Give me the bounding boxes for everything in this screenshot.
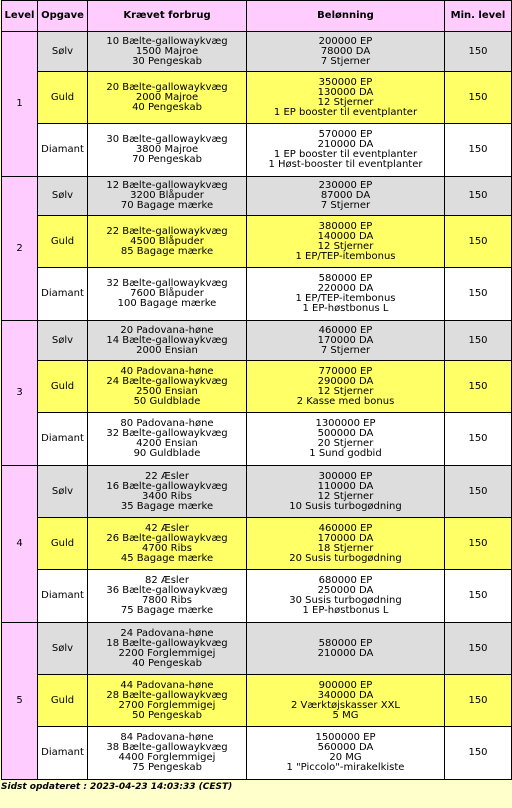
required-item: 38 Bælte-gallowaykvæg bbox=[106, 742, 228, 753]
required-item: 2000 Majroe bbox=[135, 91, 199, 103]
reward-cell bbox=[247, 321, 445, 361]
task-type-cell: Sølv bbox=[38, 321, 88, 361]
required-item: 30 Bælte-gallowaykvæg bbox=[106, 134, 228, 145]
reward-item: 230000 EP bbox=[318, 180, 373, 191]
reward-cell bbox=[247, 177, 445, 216]
task-type-cell: Guld bbox=[38, 216, 88, 268]
min-level-cell: 150 bbox=[445, 518, 512, 570]
required-item: 32 Bælte-gallowaykvæg bbox=[106, 428, 228, 439]
reward-item: 300000 EP bbox=[318, 470, 373, 482]
required-item: 7600 Blåpuder bbox=[130, 288, 204, 299]
required-cell bbox=[88, 124, 247, 177]
required-item: 1500 Majroe bbox=[135, 45, 199, 57]
required-item: 20 Padovana-høne bbox=[120, 324, 214, 336]
reward-item: 500000 DA bbox=[317, 428, 374, 439]
reward-cell bbox=[247, 518, 445, 570]
required-cell bbox=[88, 466, 247, 518]
min-level-cell: 150 bbox=[445, 216, 512, 268]
reward-item: 5 MG bbox=[332, 709, 359, 721]
reward-item: 2 Kasse med bonus bbox=[296, 395, 395, 407]
reward-item: 30 Susis turbogødning bbox=[289, 595, 402, 606]
reward-item: 170000 DA bbox=[317, 532, 374, 544]
required-item: 20 Bælte-gallowaykvæg bbox=[106, 81, 228, 93]
required-item: 32 Bælte-gallowaykvæg bbox=[106, 278, 228, 289]
reward-item: 900000 EP bbox=[318, 679, 373, 691]
table-row bbox=[2, 413, 512, 466]
table-row bbox=[2, 518, 512, 570]
task-type-cell: Sølv bbox=[38, 623, 88, 675]
required-item: 22 Bælte-gallowaykvæg bbox=[106, 225, 228, 237]
min-level-cell: 150 bbox=[445, 321, 512, 361]
table-row bbox=[2, 32, 512, 72]
required-item: 22 Æsler bbox=[145, 470, 189, 482]
reward-item: 7 Stjerner bbox=[320, 55, 371, 67]
last-updated: Sidst opdateret : 2023-04-23 14:03:33 (CEST) bbox=[1, 782, 233, 792]
required-item: 2000 Ensian bbox=[136, 344, 198, 356]
table-row bbox=[2, 675, 512, 727]
required-item: 50 Pengeskab bbox=[132, 709, 202, 721]
required-item: 40 Padovana-høne bbox=[120, 365, 214, 377]
reward-cell bbox=[247, 72, 445, 124]
reward-item: 350000 EP bbox=[318, 76, 373, 88]
task-type-cell: Sølv bbox=[38, 177, 88, 216]
required-item: 44 Padovana-høne bbox=[120, 679, 214, 691]
required-item: 70 Bagage mærke bbox=[120, 200, 214, 211]
header-reward: Belønning bbox=[247, 1, 445, 32]
task-type-cell: Guld bbox=[38, 72, 88, 124]
reward-item: 680000 EP bbox=[318, 575, 373, 586]
reward-item: 1 Høst-booster til eventplanter bbox=[268, 159, 423, 170]
reward-item: 210000 DA bbox=[317, 647, 374, 659]
min-level-cell: 150 bbox=[445, 413, 512, 466]
required-item: 75 Pengeskab bbox=[132, 762, 202, 773]
required-cell bbox=[88, 518, 247, 570]
level-cell: 3 bbox=[2, 321, 38, 466]
reward-cell bbox=[247, 466, 445, 518]
table-row bbox=[2, 570, 512, 623]
required-item: 3400 Ribs bbox=[142, 490, 192, 502]
task-type-cell: Diamant bbox=[38, 413, 88, 466]
required-cell bbox=[88, 361, 247, 413]
required-cell bbox=[88, 32, 247, 72]
table-row bbox=[2, 623, 512, 675]
required-cell bbox=[88, 727, 247, 780]
table-row bbox=[2, 72, 512, 124]
table-row bbox=[2, 268, 512, 321]
required-item: 90 Guldblade bbox=[133, 448, 201, 459]
reward-cell bbox=[247, 570, 445, 623]
reward-item: 130000 DA bbox=[317, 86, 374, 98]
reward-item: 12 Stjerner bbox=[317, 490, 374, 502]
table-row bbox=[2, 124, 512, 177]
reward-item: 1 EP booster til eventplanter bbox=[273, 106, 418, 118]
required-item: 100 Bagage mærke bbox=[117, 298, 217, 309]
required-item: 3200 Blåpuder bbox=[130, 190, 204, 201]
reward-cell bbox=[247, 268, 445, 321]
reward-item: 110000 DA bbox=[317, 480, 374, 492]
required-item: 35 Bagage mærke bbox=[120, 500, 214, 512]
required-item: 84 Padovana-høne bbox=[120, 732, 214, 743]
required-item: 85 Bagage mærke bbox=[120, 245, 214, 257]
required-cell bbox=[88, 72, 247, 124]
reward-item: 140000 DA bbox=[317, 230, 374, 242]
reward-item: 1 Sund godbid bbox=[309, 448, 382, 459]
task-type-cell: Sølv bbox=[38, 466, 88, 518]
level-cell: 1 bbox=[2, 32, 38, 177]
reward-item: 1 EP/TEP-itembonus bbox=[295, 293, 396, 304]
header-min-level: Min. level bbox=[445, 1, 512, 32]
min-level-cell: 150 bbox=[445, 727, 512, 780]
required-item: 40 Pengeskab bbox=[132, 657, 202, 669]
reward-item: 1 EP booster til eventplanter bbox=[273, 149, 418, 160]
reward-item: 460000 EP bbox=[318, 522, 373, 534]
table-row bbox=[2, 321, 512, 361]
reward-cell bbox=[247, 413, 445, 466]
required-item: 14 Bælte-gallowaykvæg bbox=[106, 334, 228, 346]
required-item: 2500 Ensian bbox=[136, 385, 198, 397]
reward-item: 340000 DA bbox=[317, 689, 374, 701]
task-type-cell: Guld bbox=[38, 518, 88, 570]
required-item: 42 Æsler bbox=[145, 522, 189, 534]
required-item: 50 Guldblade bbox=[133, 395, 201, 407]
task-type-cell: Sølv bbox=[38, 32, 88, 72]
reward-item: 7 Stjerner bbox=[320, 200, 371, 211]
reward-item: 87000 DA bbox=[320, 190, 371, 201]
task-type-cell: Diamant bbox=[38, 268, 88, 321]
required-cell bbox=[88, 570, 247, 623]
reward-item: 20 Susis turbogødning bbox=[289, 552, 402, 564]
reward-cell bbox=[247, 32, 445, 72]
reward-item: 1 EP-høstbonus L bbox=[302, 605, 389, 616]
reward-item: 570000 EP bbox=[318, 129, 373, 140]
required-cell bbox=[88, 268, 247, 321]
level-cell: 4 bbox=[2, 466, 38, 623]
min-level-cell: 150 bbox=[445, 361, 512, 413]
header-required: Krævet forbrug bbox=[88, 1, 247, 32]
table-row bbox=[2, 727, 512, 780]
required-item: 10 Bælte-gallowaykvæg bbox=[106, 35, 228, 47]
reward-item: 20 Stjerner bbox=[317, 438, 374, 449]
required-item: 12 Bælte-gallowaykvæg bbox=[106, 180, 228, 191]
min-level-cell: 150 bbox=[445, 268, 512, 321]
level-cell: 2 bbox=[2, 177, 38, 321]
required-item: 24 Padovana-høne bbox=[120, 627, 214, 639]
reward-item: 12 Stjerner bbox=[317, 385, 374, 397]
required-item: 7800 Ribs bbox=[142, 595, 192, 606]
required-cell bbox=[88, 177, 247, 216]
table-row bbox=[2, 177, 512, 216]
task-type-cell: Guld bbox=[38, 675, 88, 727]
reward-item: 580000 EP bbox=[318, 637, 373, 649]
task-type-cell: Diamant bbox=[38, 727, 88, 780]
table-row bbox=[2, 216, 512, 268]
reward-item: 770000 EP bbox=[318, 365, 373, 377]
required-item: 82 Æsler bbox=[145, 575, 189, 586]
reward-item: 560000 DA bbox=[317, 742, 374, 753]
reward-item: 2 Værktøjskasser XXL bbox=[290, 699, 400, 711]
level-cell: 5 bbox=[2, 623, 38, 780]
required-item: 28 Bælte-gallowaykvæg bbox=[106, 689, 228, 701]
reward-item: 12 Stjerner bbox=[317, 96, 374, 108]
required-cell bbox=[88, 623, 247, 675]
required-item: 70 Pengeskab bbox=[132, 154, 202, 165]
reward-item: 10 Susis turbogødning bbox=[289, 500, 402, 512]
required-item: 2200 Forglemmigej bbox=[118, 647, 216, 659]
reward-item: 7 Stjerner bbox=[320, 344, 371, 356]
reward-item: 580000 EP bbox=[318, 273, 373, 284]
required-cell bbox=[88, 675, 247, 727]
reward-item: 1 EP/TEP-itembonus bbox=[295, 250, 396, 262]
event-tasks-table bbox=[1, 0, 512, 780]
reward-item: 290000 DA bbox=[317, 375, 374, 387]
required-item: 75 Bagage mærke bbox=[120, 605, 214, 616]
required-item: 26 Bælte-gallowaykvæg bbox=[106, 532, 228, 544]
min-level-cell: 150 bbox=[445, 675, 512, 727]
reward-item: 1 EP-høstbonus L bbox=[302, 303, 389, 314]
min-level-cell: 150 bbox=[445, 124, 512, 177]
reward-cell bbox=[247, 623, 445, 675]
required-item: 80 Padovana-høne bbox=[120, 418, 214, 429]
reward-cell bbox=[247, 675, 445, 727]
header-row bbox=[2, 1, 512, 32]
reward-item: 170000 DA bbox=[317, 334, 374, 346]
min-level-cell: 150 bbox=[445, 72, 512, 124]
required-cell bbox=[88, 216, 247, 268]
required-item: 30 Pengeskab bbox=[132, 55, 202, 67]
reward-item: 78000 DA bbox=[320, 45, 371, 57]
required-item: 4700 Ribs bbox=[142, 542, 192, 554]
reward-item: 250000 DA bbox=[317, 585, 374, 596]
required-item: 24 Bælte-gallowaykvæg bbox=[106, 375, 228, 387]
reward-item: 220000 DA bbox=[317, 283, 374, 294]
reward-item: 1300000 EP bbox=[315, 418, 376, 429]
table-row bbox=[2, 361, 512, 413]
required-item: 4200 Ensian bbox=[136, 438, 198, 449]
reward-item: 18 Stjerner bbox=[317, 542, 374, 554]
header-level: Level bbox=[2, 1, 38, 32]
required-cell bbox=[88, 413, 247, 466]
required-item: 45 Bagage mærke bbox=[120, 552, 214, 564]
task-type-cell: Guld bbox=[38, 361, 88, 413]
reward-item: 380000 EP bbox=[318, 220, 373, 232]
reward-item: 200000 EP bbox=[318, 35, 373, 47]
min-level-cell: 150 bbox=[445, 32, 512, 72]
required-cell bbox=[88, 321, 247, 361]
required-item: 4500 Blåpuder bbox=[130, 235, 204, 247]
reward-cell bbox=[247, 124, 445, 177]
reward-item: 460000 EP bbox=[318, 324, 373, 336]
min-level-cell: 150 bbox=[445, 623, 512, 675]
required-item: 18 Bælte-gallowaykvæg bbox=[106, 637, 228, 649]
header-task: Opgave bbox=[38, 1, 88, 32]
reward-cell bbox=[247, 361, 445, 413]
required-item: 4400 Forglemmigej bbox=[118, 752, 216, 763]
reward-item: 210000 DA bbox=[317, 139, 374, 150]
reward-cell bbox=[247, 727, 445, 780]
reward-item: 1 "Piccolo"-mirakelkiste bbox=[286, 762, 405, 773]
table-body bbox=[2, 32, 512, 780]
required-item: 40 Pengeskab bbox=[132, 101, 202, 113]
required-item: 2700 Forglemmigej bbox=[118, 699, 216, 711]
required-item: 16 Bælte-gallowaykvæg bbox=[106, 480, 228, 492]
reward-item: 12 Stjerner bbox=[317, 240, 374, 252]
required-item: 36 Bælte-gallowaykvæg bbox=[106, 585, 228, 596]
reward-cell bbox=[247, 216, 445, 268]
min-level-cell: 150 bbox=[445, 177, 512, 216]
min-level-cell: 150 bbox=[445, 570, 512, 623]
task-type-cell: Diamant bbox=[38, 570, 88, 623]
task-type-cell: Diamant bbox=[38, 124, 88, 177]
min-level-cell: 150 bbox=[445, 466, 512, 518]
table-row bbox=[2, 466, 512, 518]
required-item: 3800 Majroe bbox=[135, 144, 199, 155]
reward-item: 1500000 EP bbox=[315, 732, 376, 743]
reward-item: 20 MG bbox=[329, 752, 362, 763]
